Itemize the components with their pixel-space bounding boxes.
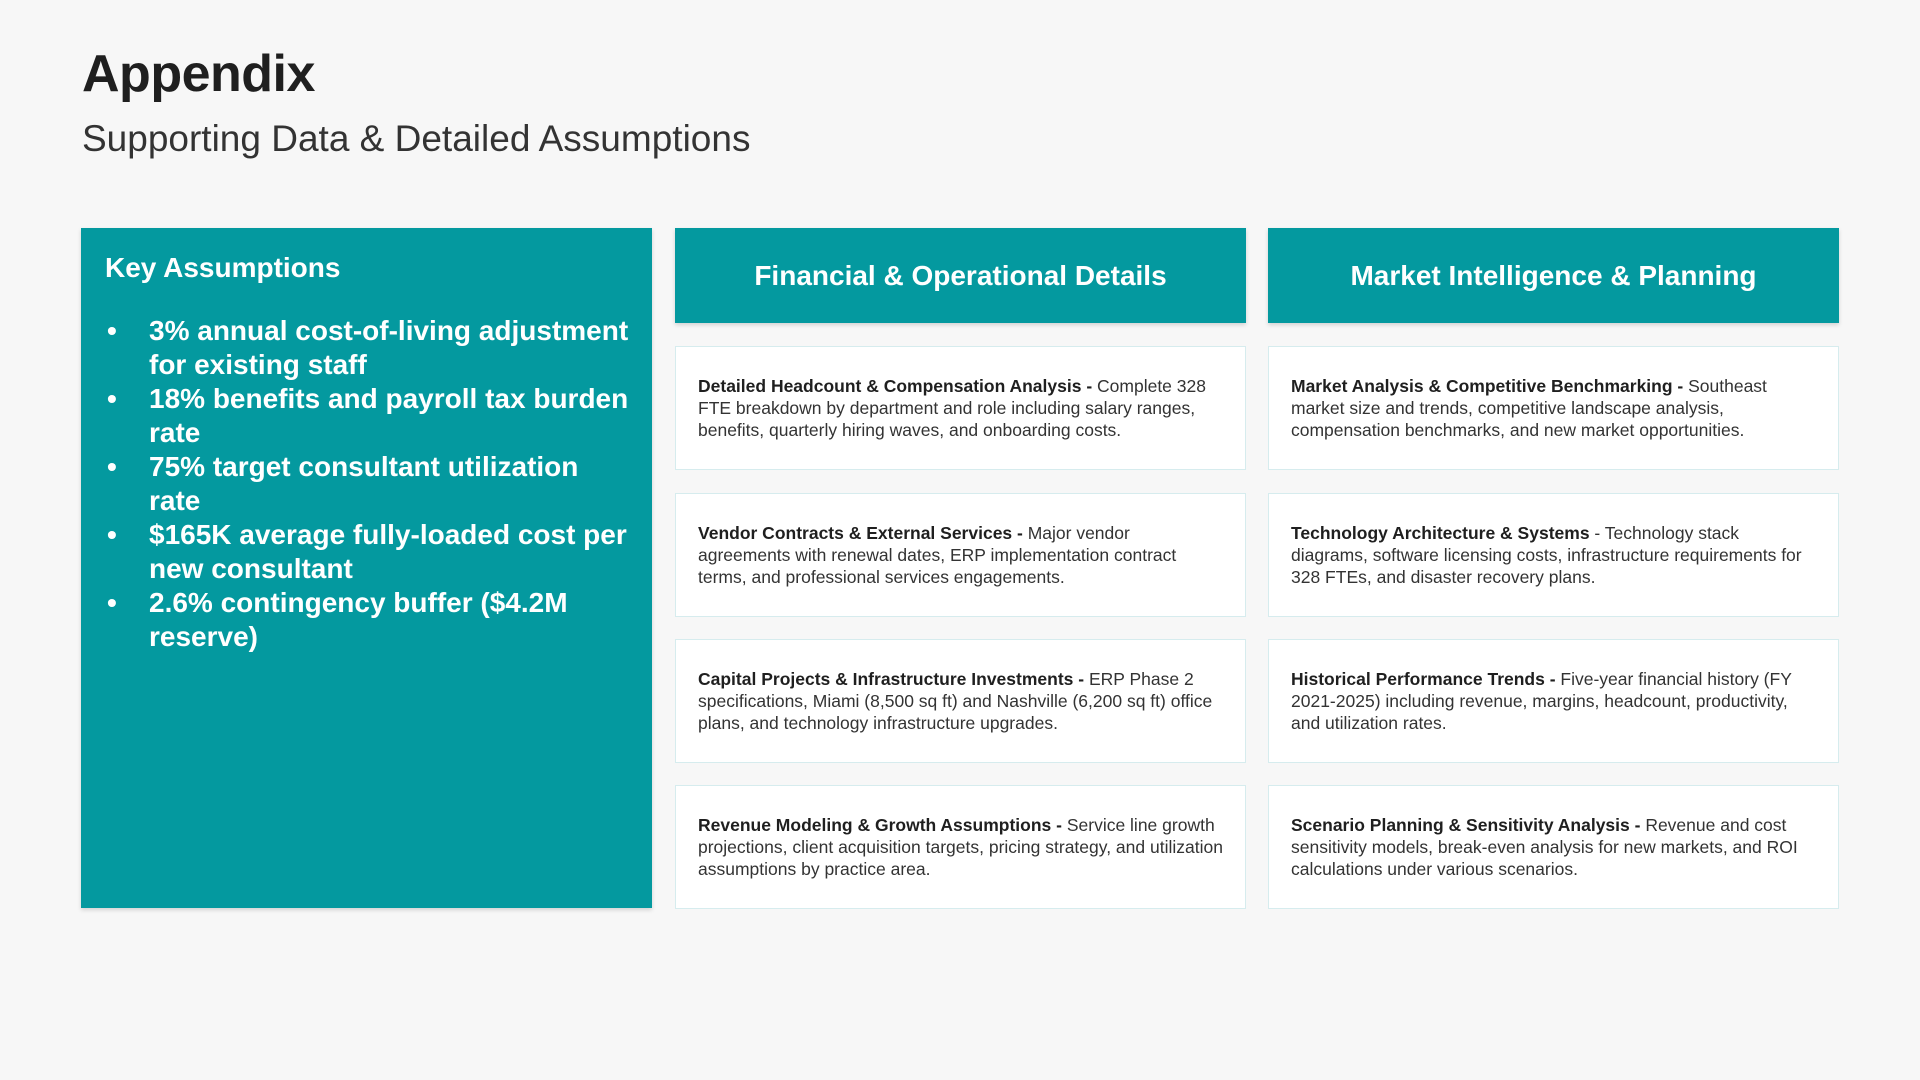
bullet-icon: • <box>107 383 117 414</box>
card-description: ERP Phase 2 specifications, Miami (8,500 sq ft) and Nashville (6,200 sq ft) office plans, and technology infrastructure upgrades. <box>698 669 1213 733</box>
card-description: Five-year financial history (FY 2021-2025) including revenue, margins, headcount, productivity, and utilization rates. <box>1291 669 1792 733</box>
card-description: - Technology stack diagrams, software licensing costs, infrastructure requirements for 328 FTEs, and disaster recovery plans. <box>1291 523 1802 587</box>
scenario-planning-card <box>1268 785 1839 909</box>
key-assumptions-panel <box>81 228 652 908</box>
card-title: Historical Performance Trends - <box>1291 669 1556 689</box>
key-assumption-text: 18% benefits and payroll tax burden rate <box>149 383 629 448</box>
key-assumption-item <box>105 382 630 450</box>
headcount-compensation-card <box>675 346 1246 470</box>
bullet-icon: • <box>107 315 117 346</box>
page-title: Appendix <box>82 45 315 103</box>
card-title: Detailed Headcount & Compensation Analysis - <box>698 376 1093 396</box>
key-assumption-item <box>105 450 630 518</box>
key-assumptions-heading: Key Assumptions <box>105 252 341 283</box>
bullet-icon: • <box>107 587 117 618</box>
market-intelligence-header: Market Intelligence & Planning <box>1268 228 1839 323</box>
card-description: Service line growth projections, client acquisition targets, pricing strategy, and utilization assumptions by practice area. <box>698 815 1223 879</box>
card-description: Revenue and cost sensitivity models, break-even analysis for new markets, and ROI calculations under various scenarios. <box>1291 815 1798 879</box>
card-title: Vendor Contracts & External Services - <box>698 523 1023 543</box>
card-description: Major vendor agreements with renewal dates, ERP implementation contract terms, and professional services engagements. <box>698 523 1177 587</box>
key-assumptions-list <box>105 314 630 654</box>
key-assumption-item <box>105 518 630 586</box>
key-assumption-text: 75% target consultant utilization rate <box>149 451 579 516</box>
capital-projects-card <box>675 639 1246 763</box>
key-assumption-item <box>105 586 630 654</box>
card-title: Technology Architecture & Systems <box>1291 523 1590 543</box>
technology-architecture-card <box>1268 493 1839 617</box>
financial-operational-header: Financial & Operational Details <box>675 228 1246 323</box>
card-title: Capital Projects & Infrastructure Investments - <box>698 669 1085 689</box>
key-assumption-text: 3% annual cost-of-living adjustment for existing staff <box>149 315 629 380</box>
vendor-contracts-card <box>675 493 1246 617</box>
card-title: Revenue Modeling & Growth Assumptions - <box>698 815 1062 835</box>
market-analysis-card <box>1268 346 1839 470</box>
bullet-icon: • <box>107 519 117 550</box>
key-assumption-item <box>105 314 630 382</box>
revenue-modeling-card <box>675 785 1246 909</box>
card-title: Market Analysis & Competitive Benchmarking - <box>1291 376 1684 396</box>
page-subtitle: Supporting Data & Detailed Assumptions <box>82 118 751 159</box>
key-assumption-text: 2.6% contingency buffer ($4.2M reserve) <box>149 587 568 652</box>
bullet-icon: • <box>107 451 117 482</box>
key-assumption-text: $165K average fully-loaded cost per new consultant <box>149 519 627 584</box>
card-description: Southeast market size and trends, competitive landscape analysis, compensation benchmarks, and new market opportunities. <box>1291 376 1767 440</box>
card-description: Complete 328 FTE breakdown by department and role including salary ranges, benefits, quarterly hiring waves, and onboarding costs. <box>698 376 1206 440</box>
card-title: Scenario Planning & Sensitivity Analysis - <box>1291 815 1641 835</box>
historical-performance-card <box>1268 639 1839 763</box>
